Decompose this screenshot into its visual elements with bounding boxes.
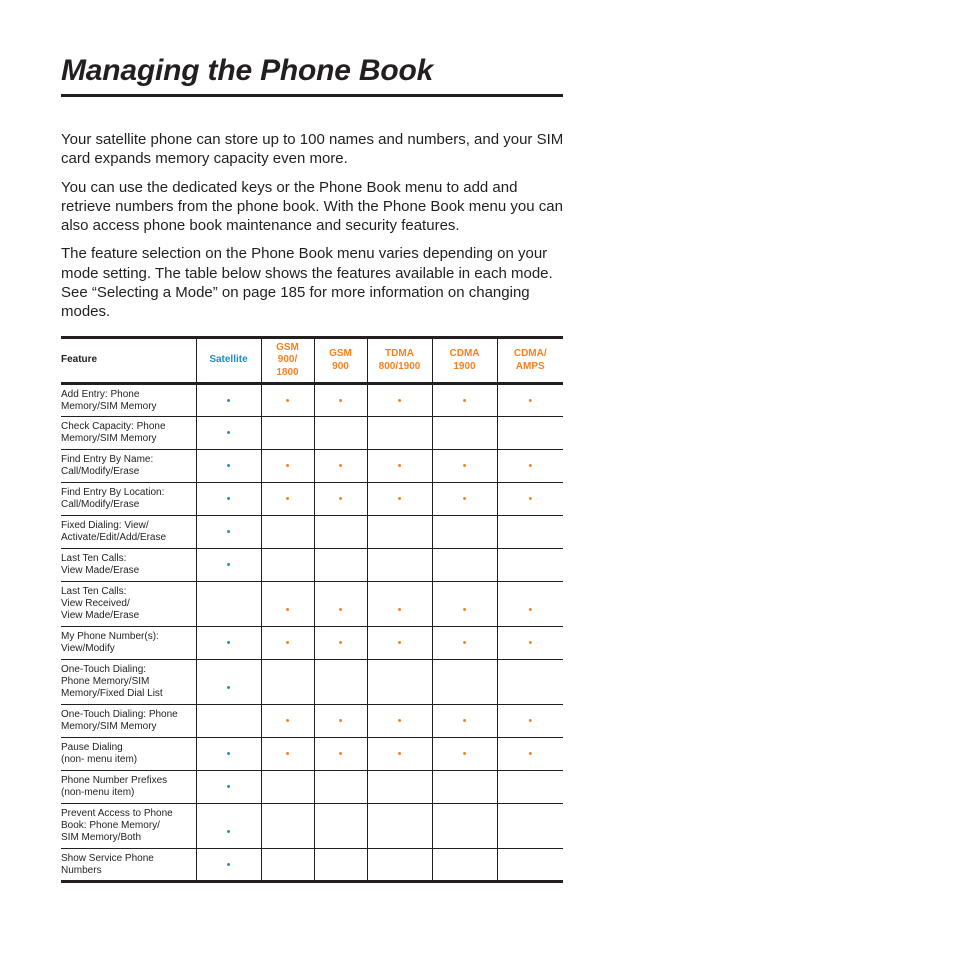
cellular-dot-icon: •: [528, 715, 533, 727]
availability-cell: [367, 549, 432, 582]
cellular-dot-icon: •: [462, 394, 467, 407]
availability-cell: [432, 549, 497, 582]
feature-name: Phone Number Prefixes (non-menu item): [61, 771, 196, 804]
table-row: [61, 771, 563, 804]
table-row: [61, 483, 563, 516]
intro-paragraph: The feature selection on the Phone Book menu varies depending on your mode setting. The table below shows the features available in each mode. See “Selecting a Mode” on page 185 for more information on changing modes.: [61, 245, 553, 321]
cellular-dot-icon: •: [285, 604, 290, 616]
availability-cell: [497, 450, 563, 483]
cellular-dot-icon: •: [397, 637, 402, 649]
satellite-dot-icon: •: [226, 826, 231, 838]
feature-name: One-Touch Dialing: Phone Memory/SIM Memory: [61, 705, 196, 738]
intro-text: [61, 130, 566, 331]
cellular-dot-icon: •: [528, 394, 533, 407]
feature-name: Pause Dialing (non- menu item): [61, 738, 196, 771]
availability-cell: [497, 483, 563, 516]
cellular-dot-icon: •: [285, 394, 290, 407]
availability-cell: [261, 738, 314, 771]
availability-cell: [196, 660, 261, 705]
availability-cell: [314, 849, 367, 882]
satellite-dot-icon: •: [226, 781, 231, 793]
availability-cell: [261, 660, 314, 705]
table-row: [61, 849, 563, 882]
table-row: [61, 450, 563, 483]
cellular-dot-icon: •: [462, 715, 467, 727]
availability-cell: [497, 549, 563, 582]
header-gsm-900-1800: GSM 900/ 1800: [261, 338, 314, 384]
availability-cell: [367, 483, 432, 516]
availability-cell: [497, 516, 563, 549]
table-row: [61, 384, 563, 417]
availability-cell: [196, 483, 261, 516]
availability-cell: [314, 804, 367, 849]
header-cdma-1900: CDMA 1900: [432, 338, 497, 384]
cellular-dot-icon: •: [528, 604, 533, 616]
cellular-dot-icon: •: [462, 460, 467, 472]
availability-cell: [314, 450, 367, 483]
availability-cell: [432, 627, 497, 660]
cellular-dot-icon: •: [285, 715, 290, 727]
availability-cell: [261, 483, 314, 516]
availability-cell: [196, 804, 261, 849]
availability-cell: [196, 384, 261, 417]
page-title: Managing the Phone Book: [61, 54, 434, 87]
cellular-dot-icon: •: [462, 493, 467, 505]
cellular-dot-icon: •: [285, 460, 290, 472]
availability-cell: [196, 549, 261, 582]
header-tdma: TDMA 800/1900: [367, 338, 432, 384]
cellular-dot-icon: •: [397, 715, 402, 727]
availability-cell: [367, 516, 432, 549]
feature-name: Add Entry: Phone Memory/SIM Memory: [61, 384, 196, 417]
availability-cell: [261, 627, 314, 660]
availability-cell: [314, 627, 367, 660]
availability-cell: [196, 771, 261, 804]
availability-cell: [432, 417, 497, 450]
availability-cell: [261, 384, 314, 417]
cellular-dot-icon: •: [338, 715, 343, 727]
availability-cell: [261, 804, 314, 849]
table-row: [61, 660, 563, 705]
availability-cell: [314, 417, 367, 450]
header-cdma-amps: CDMA/ AMPS: [497, 338, 563, 384]
cellular-dot-icon: •: [285, 493, 290, 505]
feature-name: Find Entry By Name: Call/Modify/Erase: [61, 450, 196, 483]
satellite-dot-icon: •: [226, 559, 231, 571]
feature-table: [61, 336, 563, 883]
availability-cell: [367, 582, 432, 627]
table-row: [61, 705, 563, 738]
availability-cell: [314, 660, 367, 705]
cellular-dot-icon: •: [338, 460, 343, 472]
availability-cell: [497, 582, 563, 627]
availability-cell: [314, 738, 367, 771]
availability-cell: [497, 738, 563, 771]
table-row: [61, 738, 563, 771]
intro-paragraph: Your satellite phone can store up to 100 names and numbers, and your SIM card expands memory capacity even more.: [61, 131, 564, 168]
availability-cell: [261, 771, 314, 804]
availability-cell: [432, 849, 497, 882]
cellular-dot-icon: •: [338, 394, 343, 407]
availability-cell: [367, 384, 432, 417]
feature-name: Find Entry By Location: Call/Modify/Erase: [61, 483, 196, 516]
feature-name: Show Service Phone Numbers: [61, 849, 196, 882]
cellular-dot-icon: •: [285, 637, 290, 649]
cellular-dot-icon: •: [397, 748, 402, 760]
cellular-dot-icon: •: [338, 604, 343, 616]
header-feature: Feature: [61, 338, 196, 384]
availability-cell: [196, 417, 261, 450]
availability-cell: [314, 384, 367, 417]
satellite-dot-icon: •: [226, 858, 231, 871]
availability-cell: [432, 771, 497, 804]
cellular-dot-icon: •: [528, 493, 533, 505]
availability-cell: [497, 417, 563, 450]
availability-cell: [497, 705, 563, 738]
satellite-dot-icon: •: [226, 682, 231, 694]
feature-name: One-Touch Dialing: Phone Memory/SIM Memory/Fixed Dial List: [61, 660, 196, 705]
feature-name: Check Capacity: Phone Memory/SIM Memory: [61, 417, 196, 450]
header-gsm-900: GSM 900: [314, 338, 367, 384]
table-row: [61, 627, 563, 660]
availability-cell: [196, 627, 261, 660]
availability-cell: [432, 705, 497, 738]
cellular-dot-icon: •: [338, 637, 343, 649]
cellular-dot-icon: •: [528, 460, 533, 472]
availability-cell: [367, 771, 432, 804]
availability-cell: [314, 516, 367, 549]
availability-cell: [497, 384, 563, 417]
feature-name: Last Ten Calls: View Received/ View Made/Erase: [61, 582, 196, 627]
table-row: [61, 804, 563, 849]
availability-cell: [367, 417, 432, 450]
cellular-dot-icon: •: [528, 748, 533, 760]
satellite-dot-icon: •: [226, 394, 231, 407]
cellular-dot-icon: •: [462, 604, 467, 616]
feature-name: Fixed Dialing: View/ Activate/Edit/Add/Erase: [61, 516, 196, 549]
cellular-dot-icon: •: [462, 748, 467, 760]
availability-cell: [261, 582, 314, 627]
availability-cell: [367, 660, 432, 705]
satellite-dot-icon: •: [226, 748, 231, 760]
table-row: [61, 516, 563, 549]
satellite-dot-icon: •: [226, 460, 231, 472]
availability-cell: [314, 483, 367, 516]
availability-cell: [196, 582, 261, 627]
availability-cell: [497, 627, 563, 660]
availability-cell: [432, 384, 497, 417]
header-satellite: Satellite: [196, 338, 261, 384]
availability-cell: [196, 738, 261, 771]
feature-name: Prevent Access to Phone Book: Phone Memory/ SIM Memory/Both: [61, 804, 196, 849]
availability-cell: [432, 582, 497, 627]
table-row: [61, 417, 563, 450]
availability-cell: [261, 705, 314, 738]
availability-cell: [367, 804, 432, 849]
availability-cell: [261, 849, 314, 882]
feature-name: Last Ten Calls: View Made/Erase: [61, 549, 196, 582]
availability-cell: [497, 804, 563, 849]
cellular-dot-icon: •: [397, 394, 402, 407]
availability-cell: [261, 516, 314, 549]
availability-cell: [432, 804, 497, 849]
availability-cell: [367, 450, 432, 483]
availability-cell: [367, 738, 432, 771]
availability-cell: [497, 660, 563, 705]
availability-cell: [196, 849, 261, 882]
cellular-dot-icon: •: [397, 604, 402, 616]
availability-cell: [497, 849, 563, 882]
satellite-dot-icon: •: [226, 526, 231, 538]
availability-cell: [432, 483, 497, 516]
table-row: [61, 582, 563, 627]
availability-cell: [367, 627, 432, 660]
availability-cell: [261, 417, 314, 450]
availability-cell: [314, 549, 367, 582]
availability-cell: [261, 450, 314, 483]
cellular-dot-icon: •: [397, 460, 402, 472]
availability-cell: [497, 771, 563, 804]
availability-cell: [367, 849, 432, 882]
table-row: [61, 549, 563, 582]
availability-cell: [314, 582, 367, 627]
availability-cell: [432, 738, 497, 771]
availability-cell: [367, 705, 432, 738]
satellite-dot-icon: •: [226, 493, 231, 505]
cellular-dot-icon: •: [397, 493, 402, 505]
cellular-dot-icon: •: [462, 637, 467, 649]
availability-cell: [196, 516, 261, 549]
cellular-dot-icon: •: [285, 748, 290, 760]
satellite-dot-icon: •: [226, 637, 231, 649]
cellular-dot-icon: •: [338, 748, 343, 760]
availability-cell: [314, 771, 367, 804]
availability-cell: [432, 450, 497, 483]
availability-cell: [314, 705, 367, 738]
availability-cell: [196, 705, 261, 738]
availability-cell: [196, 450, 261, 483]
table-header-row: [61, 338, 563, 384]
feature-name: My Phone Number(s): View/Modify: [61, 627, 196, 660]
availability-cell: [432, 516, 497, 549]
cellular-dot-icon: •: [528, 637, 533, 649]
availability-cell: [432, 660, 497, 705]
title-rule: [61, 94, 563, 97]
cellular-dot-icon: •: [338, 493, 343, 505]
satellite-dot-icon: •: [226, 427, 231, 439]
intro-paragraph: You can use the dedicated keys or the Phone Book menu to add and retrieve numbers from the phone book. With the Phone Book menu you can also access phone book maintenance and security features.: [61, 178, 563, 235]
availability-cell: [261, 549, 314, 582]
